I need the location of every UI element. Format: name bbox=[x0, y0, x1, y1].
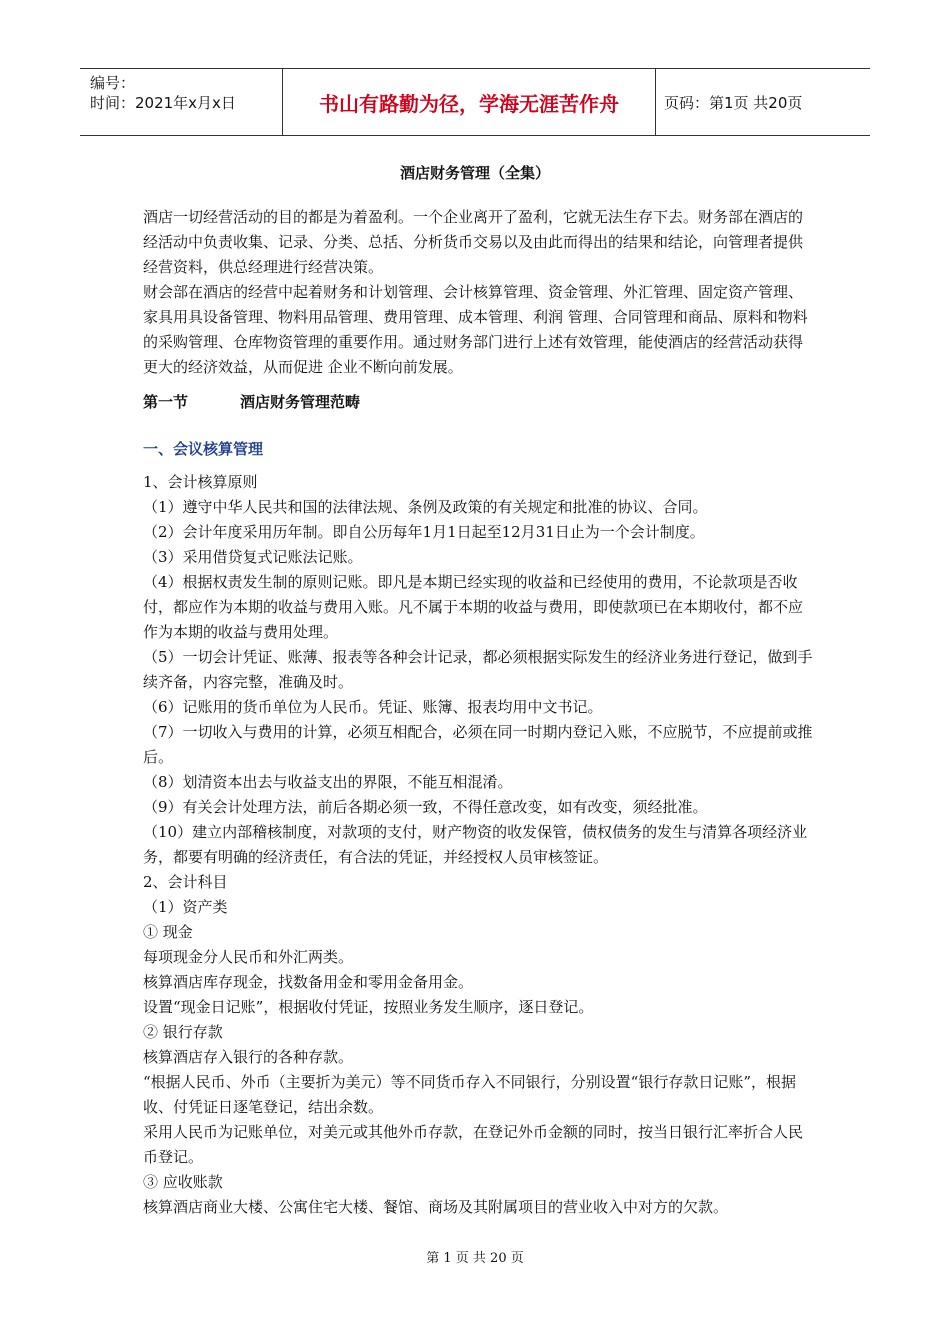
list-item: 设置“现金日记账”，根据收付凭证，按照业务发生顺序，逐日登记。 bbox=[143, 998, 594, 1016]
content-lines bbox=[143, 470, 815, 1220]
list-item: （1）资产类 bbox=[143, 898, 228, 916]
list-item: 核算酒店库存现金，找数备用金和零用金备用金。 bbox=[143, 973, 474, 991]
list-item: 每项现金分人民币和外汇两类。 bbox=[143, 948, 354, 966]
document-title: 酒店财务管理（全集） bbox=[399, 164, 550, 182]
list-item: （6）记账用的货币单位为人民币。凭证、账簿、报表均用中文书记。 bbox=[143, 698, 603, 716]
list-item: （9）有关会计处理方法，前后各期必须一致，不得任意改变，如有改变，须经批准。 bbox=[143, 798, 708, 816]
list-item: “根据人民币、外币（主要折为美元）等不同货币存入不同银行，分别设置“银行存款日记账”，根据收、付凭证日逐笔登记，结出余数。 bbox=[143, 1073, 797, 1116]
document-body bbox=[143, 205, 815, 1220]
section-heading bbox=[143, 390, 815, 415]
list-item: （4）根据权责发生制的原则记账。即凡是本期已经实现的收益和已经使用的费用，不论款项是否收付，都应作为本期的收益与费用入账。凡不属于本期的收益与费用，即使款项已在本期收付，都不应作为本期的收益与费用处理。 bbox=[143, 573, 804, 641]
list-item: ① 现金 bbox=[143, 923, 193, 941]
list-item: 1、会计核算原则 bbox=[143, 473, 258, 491]
list-item: 核算酒店存入银行的各种存款。 bbox=[143, 1048, 354, 1066]
list-item: （3）采用借贷复式记账法记账。 bbox=[143, 548, 363, 566]
subsection-heading: 一、会议核算管理 bbox=[143, 440, 264, 458]
list-item: （10）建立内部稽核制度，对款项的支付，财产物资的收发保管，债权债务的发生与清算各项经济业务，都要有明确的经济责任，有合法的凭证，并经授权人员审核签证。 bbox=[143, 823, 808, 866]
header-motto: 书山有路勤为径，学海无涯苦作舟 bbox=[282, 69, 656, 135]
list-item: ② 银行存款 bbox=[143, 1023, 223, 1041]
list-item: （8）划清资本出去与收益支出的界限，不能互相混淆。 bbox=[143, 773, 513, 791]
header-page-info: 页码：第1页 共20页 bbox=[664, 93, 803, 112]
list-item: 采用人民币为记账单位，对美元或其他外币存款，在登记外币金额的同时，按当日银行汇率折合人民币登记。 bbox=[143, 1123, 804, 1166]
list-item: （1）遵守中华人民共和国的法律法规、条例及政策的有关规定和批准的协议、合同。 bbox=[143, 498, 708, 516]
intro-paragraph: 酒店一切经营活动的目的都是为着盈利。一个企业离开了盈利，它就无法生存下去。财务部在酒店的经活动中负责收集、记录、分类、总括、分析货币交易以及由此而得出的结果和结论，向管理者提供经营资料，供总经理进行经营决策。 bbox=[143, 208, 804, 276]
list-item: 核算酒店商业大楼、公寓住宅大楼、餐馆、商场及其附属项目的营业收入中对方的欠款。 bbox=[143, 1198, 729, 1216]
header-meta bbox=[80, 69, 282, 135]
document-time-label: 时间：2021年x月x日 bbox=[90, 94, 236, 112]
list-item: ③ 应收账款 bbox=[143, 1173, 223, 1191]
list-item: （7）一切收入与费用的计算，必须互相配合，必须在同一时期内登记入账，不应脱节，不应提前或推后。 bbox=[143, 723, 813, 766]
document-number-label: 编号： bbox=[90, 74, 136, 92]
list-item: 2、会计科目 bbox=[143, 873, 228, 891]
list-item: （2）会计年度采用历年制。即自公历每年1月1日起至12月31日止为一个会计制度。 bbox=[143, 523, 705, 541]
section-name: 酒店财务管理范畴 bbox=[240, 393, 361, 411]
page-footer: 第 1 页 共 20 页 bbox=[426, 1251, 524, 1266]
list-item: （5）一切会计凭证、账薄、报表等各种会计记录，都必须根据实际发生的经济业务进行登记，做到手续齐备，内容完整，准确及时。 bbox=[143, 648, 813, 691]
section-number: 第一节 bbox=[143, 393, 189, 411]
intro-paragraph: 财会部在酒店的经营中起着财务和计划管理、会计核算管理、资金管理、外汇管理、固定资产管理、家具用具设备管理、物料用品管理、费用管理、成本管理、利润 管理、合同管理和商品、原料和物料的采购管理、仓库物资管理的重要作用。通过财务部门进行上述有效管理，能使酒店的经营活动获得更大的经济效益，从而促进 企业不断向前发展。 bbox=[143, 283, 808, 376]
page-header bbox=[80, 68, 870, 136]
